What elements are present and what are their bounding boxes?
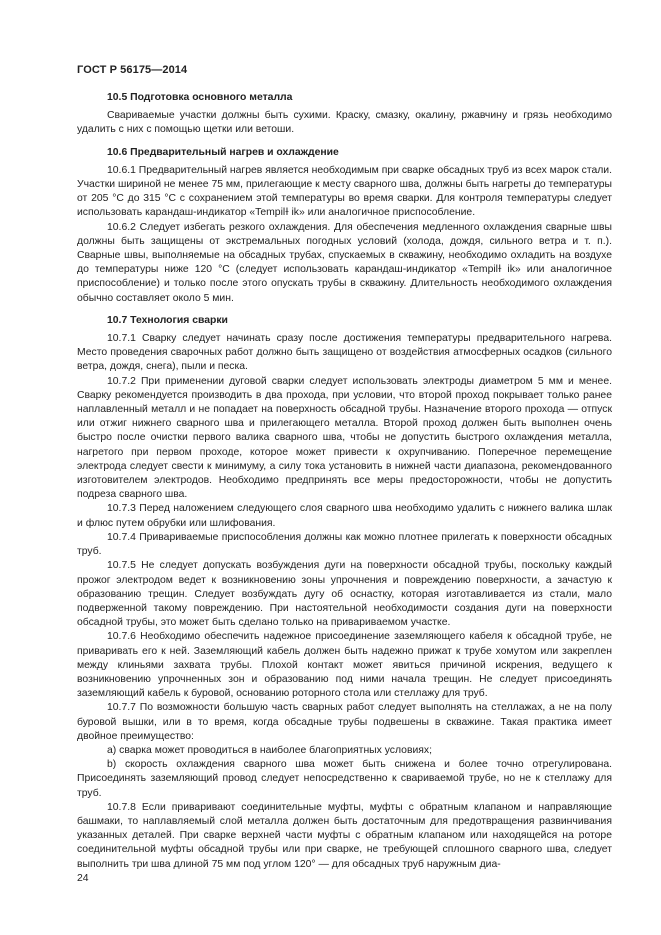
section-heading-10-6: 10.6 Предварительный нагрев и охлаждение — [107, 146, 339, 158]
list-item-a: а) сварка может проводиться в наиболее благоприятных условиях; — [107, 744, 432, 756]
paragraph: 10.6.1 Предварительный нагрев является необходимым при сварке обсадных труб из всех марок стали. Участки шириной не менее 75 мм, прилегающие к месту сварного шва, должны быть нагреты до температуры от 205 °С до 315 °С с сохранением этой температуры во время сварки. Для контроля температуры следует использовать карандаш-индикатор «Tempilɫ ik» или аналогичное приспособление. — [77, 164, 612, 219]
paragraph: 10.7.1 Сварку следует начинать сразу после достижения температуры предварительного нагрева. Место проведения сварочных работ должно быть защищено от воздействия атмосферных осадков (сильного ветра, дождя, снега), пыли и песка. — [77, 333, 612, 373]
standard-header: ГОСТ Р 56175—2014 — [77, 64, 188, 76]
paragraph: 10.7.5 Не следует допускать возбуждения дуги на поверхности обсадной трубы, поскольку каждый прожог электродом ведет к возникновению зоны упрочнения и повреждению поверхности, а зачастую к образованию трещин. Следует возбуждать дугу об оснастку, которая изготавливается из стали, мало подверженной такому повреждению. При настоятельной необходимости создания дуги на поверхности обсадной трубы, это может быть сделано только на привариваемом участке. — [77, 560, 612, 629]
section-heading-10-5: 10.5 Подготовка основного металла — [107, 92, 293, 103]
paragraph: 10.7.7 По возможности большую часть сварных работ следует выполнять на стеллажах, а не на полу буровой вышки, или в то время, когда обсадные трубы подвешены в скважине. Такая практика имеет двойное преимущество: — [77, 702, 612, 742]
page-number: 24 — [77, 873, 89, 884]
paragraph: 10.6.2 Следует избегать резкого охлаждения. Для обеспечения медленного охлаждения сварные швы должны быть защищены от экстремальных погодных условий (холода, дождя, сильного ветра и т. п.). Сварные швы, выполняемые на обсадных трубах, спускаемых в скважину, необходимо охладить на воздухе до температуры ниже 120 °С (следует использовать карандаш-индикатор «Tempilɫ ik» или аналогичное приспособление) и только после этого опускать трубы в скважину. Длительность необходимого охлаждения обычно составляет около 5 мин. — [77, 221, 612, 304]
paragraph: Свариваемые участки должны быть сухими. Краску, смазку, окалину, ржавчину и грязь необходимо удалить с них с помощью щетки или ветоши. — [77, 110, 612, 136]
document-body — [77, 91, 612, 872]
section-heading-10-7: 10.7 Технология сварки — [107, 314, 228, 326]
paragraph: 10.7.4 Привариваемые приспособления должны как можно плотнее прилегать к поверхности обсадных труб. — [77, 531, 612, 558]
paragraph: 10.7.8 Если приваривают соединительные муфты, муфты с обратным клапаном и направляющие башмаки, то наплавляемый слой металла должен быть достаточным для предотвращения развинчивания указанных деталей. При сварке верхней части муфты с обратным клапаном или находящейся на роторе соединительной муфты обсадной трубы или при сварке, не требующей сплошного сварного шва, следует выполнить три шва длиной 75 мм под углом 120° — для обсадных труб наружным диа- — [77, 801, 612, 870]
paragraph: 10.7.2 При применении дуговой сварки следует использовать электроды диаметром 5 мм и менее. Сварку рекомендуется производить в два прохода, при условии, что второй проход покрывает только ранее наплавленный металл и не попадает на поверхность обсадной трубы. Назначение второго прохода — отпуск или отжиг нижнего сварного шва и прилегающего металла. Второй проход должен быть выполнен очень быстро после очистки первого валика сварного шва, чтобы не допустить быстрого охлаждения металла, нагретого при первом проходе, которое может привести к охрупчиванию. Поперечное перемещение электрода следует свести к минимуму, а силу тока установить в нижней части диапазона, рекомендованного изготовителем электродов. Необходимо предпринять все меры предосторожности, чтобы не допустить подреза сварного шва. — [77, 375, 612, 501]
list-item-b: b) скорость охлаждения сварного шва может быть снижена и более точно отрегулирована. Присоединять заземляющий провод следует непосредственно к свариваемой трубе, но не к стеллажу для труб. — [77, 759, 612, 799]
paragraph: 10.7.3 Перед наложением следующего слоя сварного шва необходимо удалить с нижнего валика шлак и флюс путем обрубки или шлифования. — [77, 503, 612, 529]
paragraph: 10.7.6 Необходимо обеспечить надежное присоединение заземляющего кабеля к обсадной трубе, не приваривать его к ней. Заземляющий кабель должен быть надежно прижат к трубе хомутом или закреплен между клиньями захвата трубы. Плохой контакт может явиться причиной искрения, ведущего к возникновению упрочненных зон и образованию под ними начала трещин. Не следует присоединять заземляющий кабель к буровой, основанию роторного стола или стеллажу для труб. — [77, 631, 612, 700]
